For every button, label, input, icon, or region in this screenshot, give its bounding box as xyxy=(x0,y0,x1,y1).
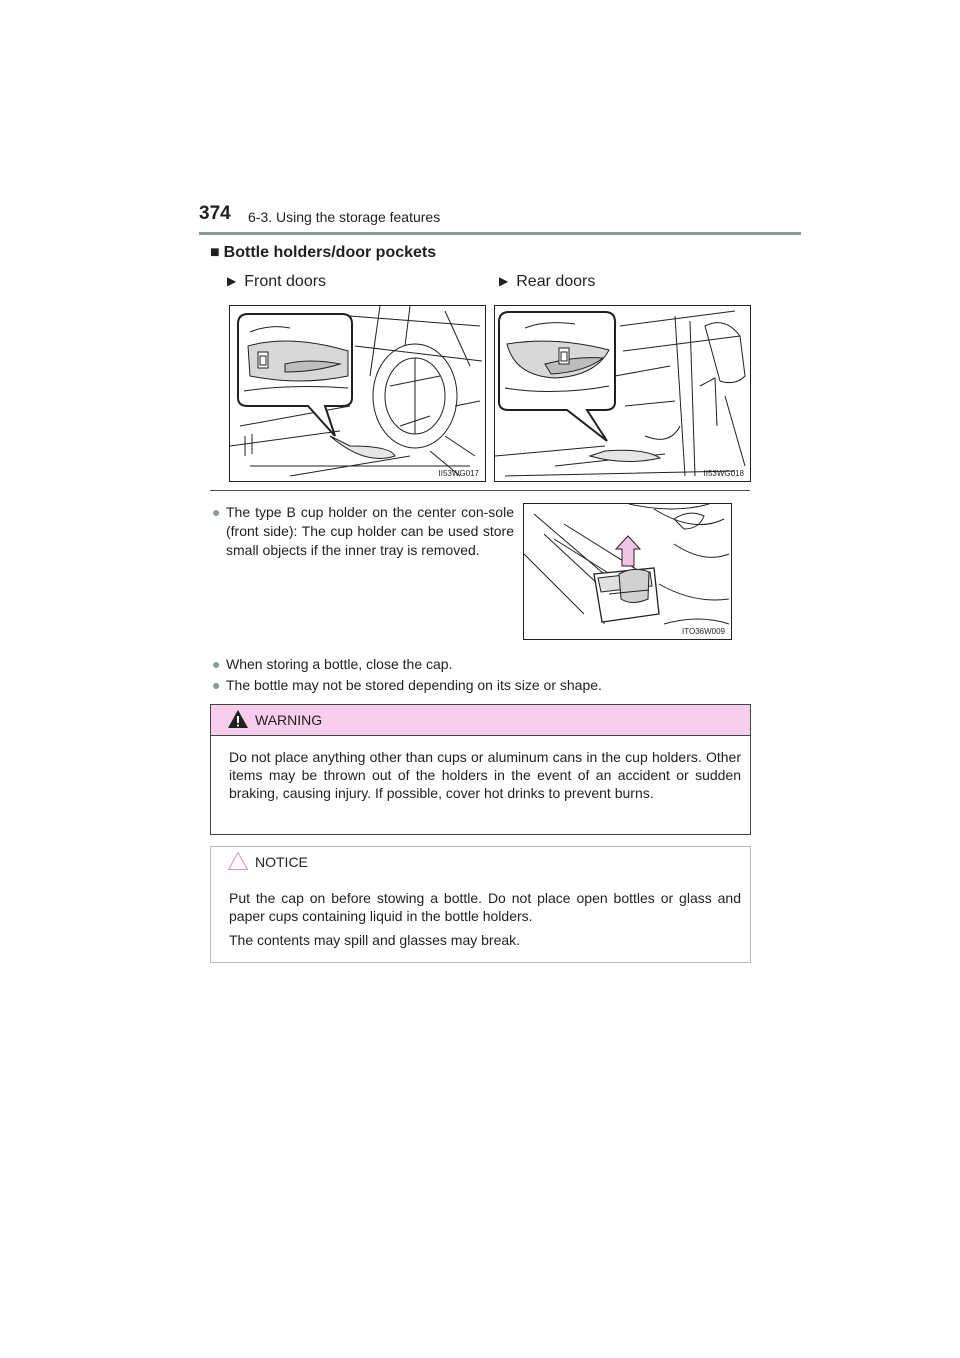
rear-doors-label-text: Rear doors xyxy=(516,273,596,290)
notice-header xyxy=(211,847,750,877)
heading-square-marker: ■ xyxy=(210,244,220,261)
warning-box xyxy=(210,704,751,835)
header-divider xyxy=(199,232,801,235)
notice-paragraph: The contents may spill and glasses may break. xyxy=(229,932,521,948)
notice-paragraph: Put the cap on before stowing a bottle. Do not place open bottles or glass and paper cups containing liquid in the bottle holders. xyxy=(229,890,741,924)
rear-door-illustration xyxy=(494,305,751,482)
cup-holder-illustration xyxy=(523,503,732,640)
front-doors-label xyxy=(227,273,326,291)
list-item xyxy=(212,503,514,560)
front-doors-label-text: Front doors xyxy=(244,273,327,290)
section-heading xyxy=(210,244,436,262)
section-heading-text: Bottle holders/door pockets xyxy=(223,244,437,261)
bullet-icon: ● xyxy=(212,504,221,520)
list-item xyxy=(212,676,752,695)
triangle-marker-icon: ▶ xyxy=(227,274,237,288)
warning-title: WARNING xyxy=(255,712,323,728)
figure-code: ITO36W009 xyxy=(682,627,725,636)
list-item-text: When storing a bottle, close the cap. xyxy=(226,656,453,672)
warning-triangle-icon xyxy=(227,709,249,734)
triangle-marker-icon: ▶ xyxy=(499,274,509,288)
list-item xyxy=(212,655,752,674)
figure-code: II53WG018 xyxy=(703,469,744,478)
notice-body xyxy=(211,877,750,949)
header-section-title: 6-3. Using the storage features xyxy=(248,209,441,225)
rear-doors-label xyxy=(499,273,595,291)
caution-outline-triangle-icon xyxy=(227,851,249,876)
divider xyxy=(210,490,750,491)
bullet-icon: ● xyxy=(212,656,221,672)
warning-body: Do not place anything other than cups or aluminum cans in the cup holders. Other items may be thrown out of the holders in the event of an accident or sudden braking, causing injury. If possible, cover hot drinks to prevent burns. xyxy=(229,749,741,801)
bullet-icon: ● xyxy=(212,677,221,693)
list-item-text: The type B cup holder on the center con-sole (front side): The cup holder can be used store small objects if the inner tray is removed. xyxy=(226,504,514,558)
list-item-text: The bottle may not be stored depending on its size or shape. xyxy=(226,677,602,693)
notice-box xyxy=(210,846,751,963)
notice-title: NOTICE xyxy=(255,854,308,870)
front-door-illustration xyxy=(229,305,486,482)
figure-code: II53WG017 xyxy=(438,469,479,478)
page-number: 374 xyxy=(199,203,231,224)
warning-header xyxy=(211,705,750,736)
